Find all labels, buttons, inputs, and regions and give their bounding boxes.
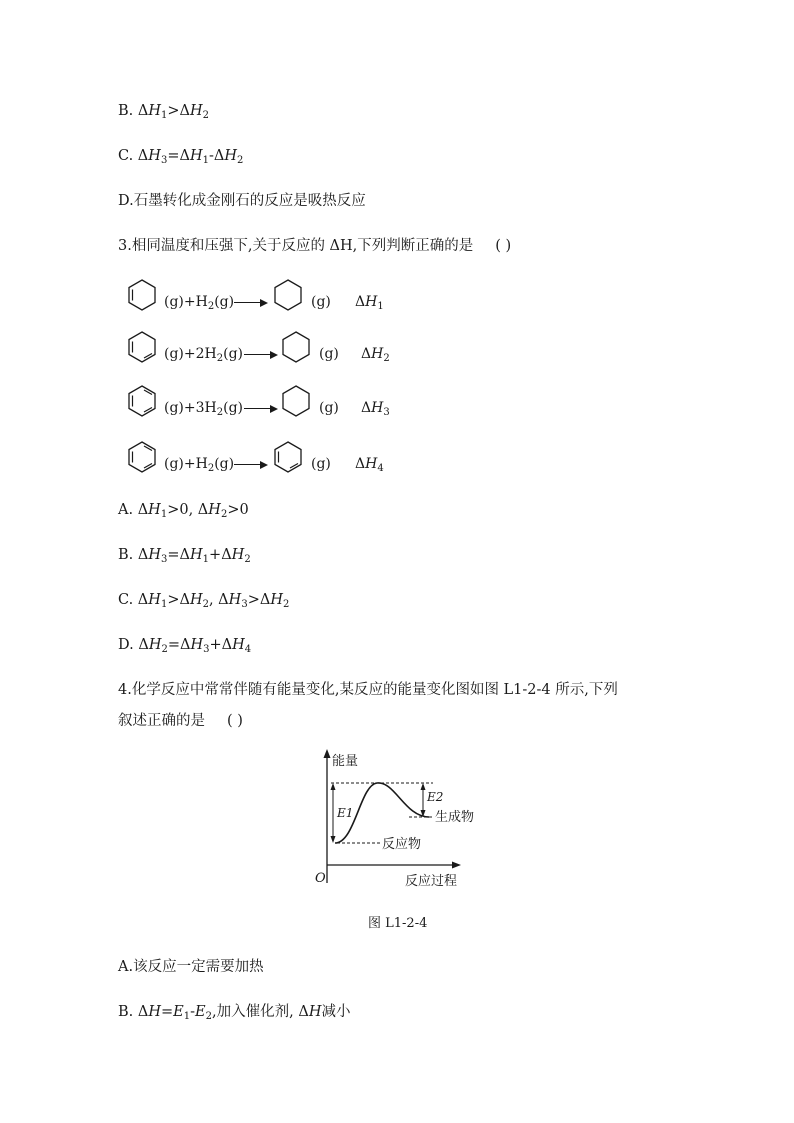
- reagent-text: $(g)+2H_2(g)$: [164, 346, 243, 364]
- cyclohexene-icon: [126, 278, 158, 312]
- reagent-text: $(g)+3H_2(g)$: [164, 400, 243, 418]
- product-label: 生成物: [435, 810, 475, 825]
- reaction-row-2: [124, 330, 544, 370]
- q4-option-b[interactable]: B. $\Delta H=E_1-E_2$,加入催化剂, ΔH减小: [118, 1004, 351, 1022]
- reaction-arrow: [244, 408, 276, 409]
- cyclohexadiene-icon: [272, 440, 304, 474]
- cyclohexane-icon: [280, 384, 312, 418]
- reaction-row-4: [124, 440, 544, 480]
- x-axis-arrow: [452, 862, 461, 869]
- reagent-text: $(g)+H_2(g)$: [164, 456, 235, 474]
- reaction-row-1: [124, 278, 544, 318]
- option-c-prev: C. $\Delta H_3=\Delta H_1-\Delta H_2$: [118, 148, 244, 166]
- energy-diagram: [305, 745, 485, 895]
- y-axis-arrow: [324, 749, 331, 758]
- reaction-row-3: [124, 384, 544, 424]
- origin-label: O: [315, 871, 326, 886]
- delta-h-label: $\Delta H_3$: [361, 400, 390, 418]
- benzene-icon: [126, 384, 158, 418]
- reagent-text: $(g)+H_2(g)$: [164, 294, 235, 312]
- q4-option-a[interactable]: A.该反应一定需要加热: [118, 959, 264, 975]
- reaction-arrow: [244, 354, 276, 355]
- figure-caption: 图 L1-2-4: [368, 916, 428, 931]
- cyclohexane-icon: [280, 330, 312, 364]
- q3-stem: 3.相同温度和压强下,关于反应的 ΔH,下列判断正确的是 ( ): [118, 238, 512, 254]
- cyclohexane-icon: [272, 278, 304, 312]
- cyclohexadiene-icon: [126, 330, 158, 364]
- q4-answer-paren: ( ): [227, 713, 243, 729]
- delta-h-label: $\Delta H_1$: [355, 294, 384, 312]
- reactant-label: 反应物: [382, 837, 422, 852]
- state-label: (g): [319, 346, 339, 362]
- reaction-arrow: [234, 302, 266, 303]
- e1-label: E1: [337, 806, 354, 820]
- q3-option-a[interactable]: A. $\Delta H_1>0$, $\Delta H_2>0$: [118, 502, 249, 520]
- x-axis-label: 反应过程: [405, 874, 458, 889]
- q4-stem-line2: 叙述正确的是 ( ): [118, 713, 243, 729]
- delta-h-label: $\Delta H_4$: [355, 456, 384, 474]
- q3-answer-paren: ( ): [495, 238, 512, 254]
- q3-option-c[interactable]: C. $\Delta H_1>\Delta H_2$, $\Delta H_3>\Delta H_2$: [118, 592, 290, 610]
- q3-option-b[interactable]: B. $\Delta H_3=\Delta H_1+\Delta H_2$: [118, 547, 251, 565]
- option-b-prev: B. $\Delta H_1>\Delta H_2$: [118, 103, 210, 121]
- state-label: (g): [311, 294, 331, 310]
- q3-option-d[interactable]: D. $\Delta H_2=\Delta H_3+\Delta H_4$: [118, 637, 252, 655]
- delta-h-label: $\Delta H_2$: [361, 346, 390, 364]
- option-d-prev: D.石墨转化成金刚石的反应是吸热反应: [118, 193, 366, 209]
- reaction-arrow: [234, 464, 266, 465]
- state-label: (g): [311, 456, 331, 472]
- e2-label: E2: [427, 790, 444, 804]
- y-axis-label: 能量: [332, 754, 359, 769]
- benzene-icon: [126, 440, 158, 474]
- q4-stem-line1: 4.化学反应中常常伴随有能量变化,某反应的能量变化图如图 L1-2-4 所示,下列: [118, 682, 618, 698]
- state-label: (g): [319, 400, 339, 416]
